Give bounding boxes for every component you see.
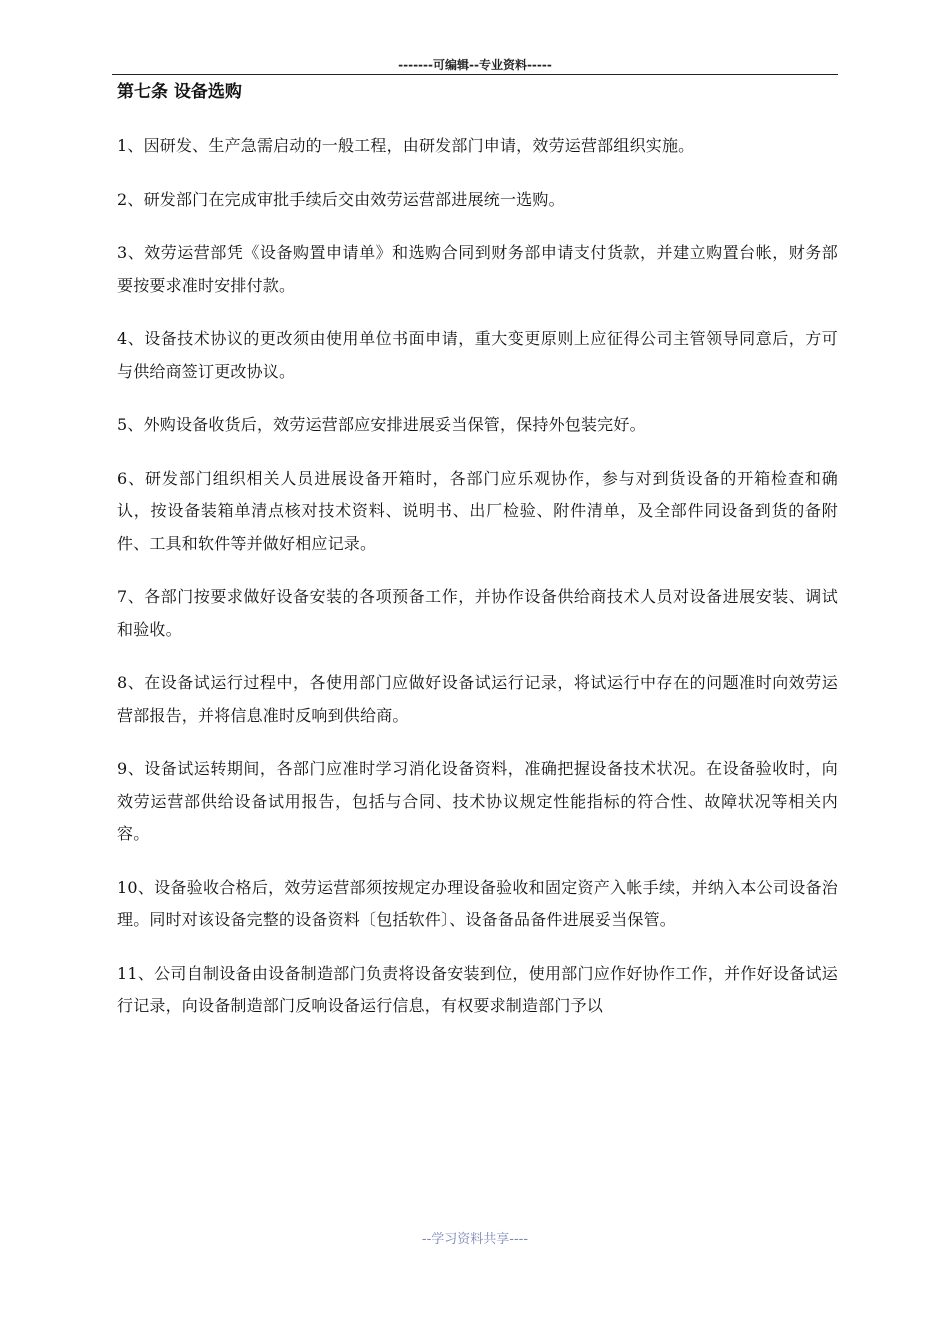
- section-title: 第七条 设备选购: [117, 82, 242, 102]
- page-header: [112, 56, 838, 75]
- paragraph-2: 2、研发部门在完成审批手续后交由效劳运营部进展统一选购。: [117, 189, 565, 209]
- paragraph-9: 9、设备试运转期间，各部门应准时学习消化设备资料，准确把握设备技术状况。在设备验收时，向效劳运营部供给设备试用报告，包括与合同、技术协议规定性能指标的符合性、故障状况等相关内容。: [117, 759, 838, 843]
- paragraph-10: 10、设备验收合格后，效劳运营部须按规定办理设备验收和固定资产入帐手续，并纳入本公司设备治理。同时对该设备完整的设备资料〔包括软件〕、设备备品备件进展妥当保管。: [117, 877, 838, 929]
- page-footer: [0, 1228, 950, 1247]
- paragraph-5: 5、外购设备收货后，效劳运营部应安排进展妥当保管，保持外包装完好。: [117, 415, 646, 434]
- paragraph-4: 4、设备技术协议的更改须由使用单位书面申请，重大变更原则上应征得公司主管领导同意后，方可与供给商签订更改协议。: [117, 329, 838, 381]
- header-text: -------可编辑--专业资料-----: [398, 58, 552, 72]
- paragraph-6: 6、研发部门组织相关人员进展设备开箱时，各部门应乐观协作，参与对到货设备的开箱检查和确认，按设备装箱单清点核对技术资料、说明书、出厂检验、附件清单，及全部件同设备到货的备附件、工具和软件等并做好相应记录。: [117, 468, 838, 553]
- paragraph-3: 3、效劳运营部凭《设备购置申请单》和选购合同到财务部申请支付货款，并建立购置台帐，财务部要按要求准时安排付款。: [117, 243, 838, 295]
- footer-text: --学习资料共享----: [421, 1232, 529, 1247]
- document-body: [117, 78, 838, 1044]
- paragraph-1: 1、因研发、生产急需启动的一般工程，由研发部门申请，效劳运营部组织实施。: [117, 136, 695, 155]
- paragraph-8: 8、在设备试运行过程中，各使用部门应做好设备试运行记录，将试运行中存在的问题准时向效劳运营部报告，并将信息准时反响到供给商。: [117, 673, 838, 725]
- paragraph-7: 7、各部门按要求做好设备安装的各项预备工作，并协作设备供给商技术人员对设备进展安装、调试和验收。: [117, 587, 838, 639]
- paragraph-11: 11、公司自制设备由设备制造部门负责将设备安装到位，使用部门应作好协作工作，并作好设备试运行记录，向设备制造部门反响设备运行信息，有权要求制造部门予以: [117, 963, 838, 1015]
